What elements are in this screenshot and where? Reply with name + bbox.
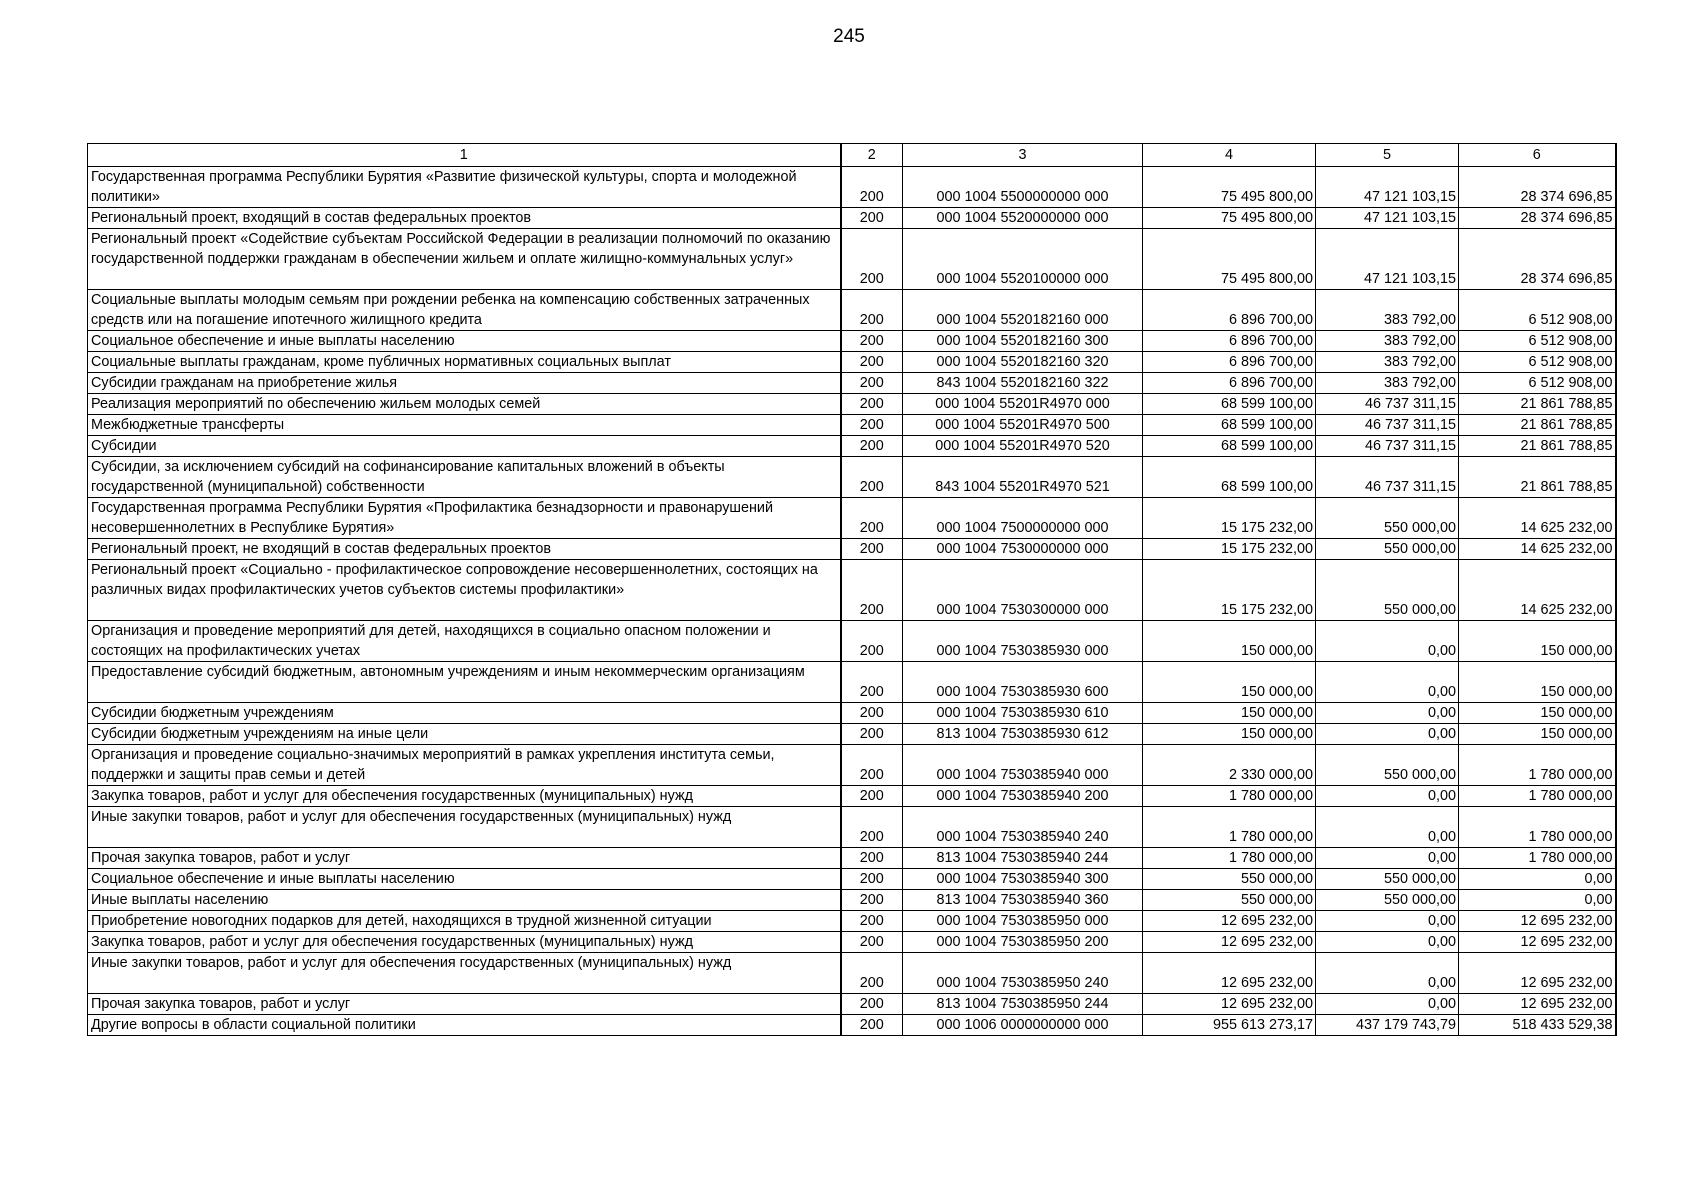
row-name-cell: Региональный проект, входящий в состав федеральных проектов xyxy=(88,208,841,229)
row-value-6-cell: 0,00 xyxy=(1459,869,1616,890)
row-kbk-cell: 000 1004 7530385940 300 xyxy=(903,869,1143,890)
row-code-cell: 200 xyxy=(841,208,903,229)
table-row xyxy=(88,932,1616,953)
row-value-4-cell: 150 000,00 xyxy=(1143,724,1316,745)
row-value-4-cell: 68 599 100,00 xyxy=(1143,415,1316,436)
row-value-4-cell: 15 175 232,00 xyxy=(1143,560,1316,621)
row-value-4-cell: 12 695 232,00 xyxy=(1143,953,1316,994)
row-name-cell: Субсидии xyxy=(88,436,841,457)
row-value-5-cell: 383 792,00 xyxy=(1316,331,1459,352)
table-row xyxy=(88,167,1616,208)
row-kbk-cell: 843 1004 55201R4970 521 xyxy=(903,457,1143,498)
row-code-cell: 200 xyxy=(841,890,903,911)
row-code-cell: 200 xyxy=(841,621,903,662)
row-value-4-cell: 12 695 232,00 xyxy=(1143,911,1316,932)
row-kbk-cell: 000 1004 5520000000 000 xyxy=(903,208,1143,229)
row-value-5-cell: 550 000,00 xyxy=(1316,890,1459,911)
row-value-5-cell: 0,00 xyxy=(1316,953,1459,994)
row-value-5-cell: 46 737 311,15 xyxy=(1316,436,1459,457)
row-name-cell: Социальные выплаты молодым семьям при рождении ребенка на компенсацию собственных затраченных средств или на погашение ипотечного жилищного кредита xyxy=(88,290,841,331)
row-value-6-cell: 0,00 xyxy=(1459,890,1616,911)
row-value-4-cell: 6 896 700,00 xyxy=(1143,331,1316,352)
row-value-6-cell: 21 861 788,85 xyxy=(1459,436,1616,457)
row-value-5-cell: 550 000,00 xyxy=(1316,869,1459,890)
row-value-6-cell: 1 780 000,00 xyxy=(1459,848,1616,869)
row-kbk-cell: 000 1004 5520182160 300 xyxy=(903,331,1143,352)
row-name-cell: Иные закупки товаров, работ и услуг для обеспечения государственных (муниципальных) нужд xyxy=(88,807,841,848)
table-row xyxy=(88,890,1616,911)
row-value-4-cell: 15 175 232,00 xyxy=(1143,498,1316,539)
table-row xyxy=(88,436,1616,457)
column-header: 2 xyxy=(841,144,903,167)
row-code-cell: 200 xyxy=(841,724,903,745)
row-value-6-cell: 12 695 232,00 xyxy=(1459,953,1616,994)
row-name-cell: Предоставление субсидий бюджетным, автономным учреждениям и иным некоммерческим организациям xyxy=(88,662,841,703)
row-value-4-cell: 12 695 232,00 xyxy=(1143,932,1316,953)
row-value-4-cell: 550 000,00 xyxy=(1143,869,1316,890)
row-value-4-cell: 150 000,00 xyxy=(1143,703,1316,724)
row-code-cell: 200 xyxy=(841,994,903,1015)
row-name-cell: Межбюджетные трансферты xyxy=(88,415,841,436)
row-value-5-cell: 0,00 xyxy=(1316,724,1459,745)
row-code-cell: 200 xyxy=(841,953,903,994)
row-value-4-cell: 6 896 700,00 xyxy=(1143,290,1316,331)
row-value-5-cell: 383 792,00 xyxy=(1316,290,1459,331)
row-kbk-cell: 000 1004 7530385950 200 xyxy=(903,932,1143,953)
row-value-5-cell: 46 737 311,15 xyxy=(1316,394,1459,415)
row-kbk-cell: 000 1004 7530300000 000 xyxy=(903,560,1143,621)
table-row xyxy=(88,703,1616,724)
row-value-4-cell: 6 896 700,00 xyxy=(1143,373,1316,394)
row-value-5-cell: 47 121 103,15 xyxy=(1316,167,1459,208)
row-value-4-cell: 150 000,00 xyxy=(1143,662,1316,703)
row-code-cell: 200 xyxy=(841,911,903,932)
row-value-6-cell: 1 780 000,00 xyxy=(1459,786,1616,807)
row-kbk-cell: 843 1004 5520182160 322 xyxy=(903,373,1143,394)
row-code-cell: 200 xyxy=(841,1015,903,1036)
row-value-6-cell: 14 625 232,00 xyxy=(1459,539,1616,560)
row-name-cell: Организация и проведение социально-значимых мероприятий в рамках укрепления института семьи, поддержки и защиты прав семьи и детей xyxy=(88,745,841,786)
row-kbk-cell: 000 1004 55201R4970 520 xyxy=(903,436,1143,457)
row-value-6-cell: 21 861 788,85 xyxy=(1459,457,1616,498)
table-row xyxy=(88,352,1616,373)
row-value-4-cell: 75 495 800,00 xyxy=(1143,229,1316,290)
row-code-cell: 200 xyxy=(841,373,903,394)
row-value-5-cell: 383 792,00 xyxy=(1316,352,1459,373)
row-kbk-cell: 000 1004 7530385940 200 xyxy=(903,786,1143,807)
row-code-cell: 200 xyxy=(841,498,903,539)
row-code-cell: 200 xyxy=(841,662,903,703)
row-kbk-cell: 000 1004 7530385950 240 xyxy=(903,953,1143,994)
row-name-cell: Закупка товаров, работ и услуг для обеспечения государственных (муниципальных) нужд xyxy=(88,786,841,807)
row-value-5-cell: 46 737 311,15 xyxy=(1316,457,1459,498)
row-code-cell: 200 xyxy=(841,932,903,953)
row-kbk-cell: 000 1004 5520182160 000 xyxy=(903,290,1143,331)
row-value-6-cell: 150 000,00 xyxy=(1459,662,1616,703)
row-value-5-cell: 0,00 xyxy=(1316,911,1459,932)
row-value-5-cell: 550 000,00 xyxy=(1316,745,1459,786)
row-kbk-cell: 000 1004 7530385930 600 xyxy=(903,662,1143,703)
table-row xyxy=(88,498,1616,539)
row-value-5-cell: 47 121 103,15 xyxy=(1316,208,1459,229)
row-code-cell: 200 xyxy=(841,436,903,457)
row-name-cell: Субсидии, за исключением субсидий на софинансирование капитальных вложений в объекты государственной (муниципальной) собственности xyxy=(88,457,841,498)
row-kbk-cell: 000 1004 55201R4970 000 xyxy=(903,394,1143,415)
column-header: 1 xyxy=(88,144,841,167)
row-code-cell: 200 xyxy=(841,352,903,373)
row-value-4-cell: 15 175 232,00 xyxy=(1143,539,1316,560)
row-code-cell: 200 xyxy=(841,703,903,724)
table-row xyxy=(88,786,1616,807)
row-value-6-cell: 21 861 788,85 xyxy=(1459,394,1616,415)
row-value-4-cell: 6 896 700,00 xyxy=(1143,352,1316,373)
row-name-cell: Социальное обеспечение и иные выплаты населению xyxy=(88,869,841,890)
row-value-4-cell: 150 000,00 xyxy=(1143,621,1316,662)
budget-table xyxy=(87,143,1617,1036)
row-value-4-cell: 68 599 100,00 xyxy=(1143,436,1316,457)
table-row xyxy=(88,394,1616,415)
table-row xyxy=(88,848,1616,869)
table-row xyxy=(88,662,1616,703)
row-value-6-cell: 28 374 696,85 xyxy=(1459,229,1616,290)
table-row xyxy=(88,621,1616,662)
row-value-5-cell: 46 737 311,15 xyxy=(1316,415,1459,436)
row-name-cell: Иные выплаты населению xyxy=(88,890,841,911)
row-code-cell: 200 xyxy=(841,786,903,807)
row-name-cell: Региональный проект «Социально - профилактическое сопровождение несовершеннолетних, состоящих на различных видах профилактических учетов субъектов системы профилактики» xyxy=(88,560,841,621)
row-kbk-cell: 813 1004 7530385940 244 xyxy=(903,848,1143,869)
row-code-cell: 200 xyxy=(841,331,903,352)
row-kbk-cell: 000 1004 5500000000 000 xyxy=(903,167,1143,208)
column-header: 3 xyxy=(903,144,1143,167)
row-value-6-cell: 21 861 788,85 xyxy=(1459,415,1616,436)
row-kbk-cell: 000 1004 7530385950 000 xyxy=(903,911,1143,932)
row-name-cell: Социальное обеспечение и иные выплаты населению xyxy=(88,331,841,352)
row-kbk-cell: 000 1004 7530000000 000 xyxy=(903,539,1143,560)
row-code-cell: 200 xyxy=(841,869,903,890)
row-name-cell: Закупка товаров, работ и услуг для обеспечения государственных (муниципальных) нужд xyxy=(88,932,841,953)
row-name-cell: Субсидии гражданам на приобретение жилья xyxy=(88,373,841,394)
row-value-5-cell: 550 000,00 xyxy=(1316,539,1459,560)
row-value-6-cell: 6 512 908,00 xyxy=(1459,352,1616,373)
row-value-6-cell: 6 512 908,00 xyxy=(1459,373,1616,394)
table-row xyxy=(88,1015,1616,1036)
row-kbk-cell: 813 1004 7530385930 612 xyxy=(903,724,1143,745)
row-value-5-cell: 0,00 xyxy=(1316,703,1459,724)
row-name-cell: Субсидии бюджетным учреждениям xyxy=(88,703,841,724)
row-name-cell: Региональный проект, не входящий в состав федеральных проектов xyxy=(88,539,841,560)
table-row xyxy=(88,807,1616,848)
table-row xyxy=(88,373,1616,394)
row-kbk-cell: 813 1004 7530385940 360 xyxy=(903,890,1143,911)
table-row xyxy=(88,911,1616,932)
table-row xyxy=(88,560,1616,621)
row-kbk-cell: 000 1004 7530385930 610 xyxy=(903,703,1143,724)
column-header: 5 xyxy=(1316,144,1459,167)
row-value-4-cell: 1 780 000,00 xyxy=(1143,807,1316,848)
row-name-cell: Прочая закупка товаров, работ и услуг xyxy=(88,994,841,1015)
row-value-6-cell: 28 374 696,85 xyxy=(1459,167,1616,208)
row-value-6-cell: 14 625 232,00 xyxy=(1459,498,1616,539)
row-value-6-cell: 6 512 908,00 xyxy=(1459,290,1616,331)
row-value-4-cell: 75 495 800,00 xyxy=(1143,167,1316,208)
row-value-5-cell: 550 000,00 xyxy=(1316,498,1459,539)
row-name-cell: Государственная программа Республики Бурятия «Профилактика безнадзорности и правонарушений несовершеннолетних в Республике Бурятия» xyxy=(88,498,841,539)
row-value-4-cell: 75 495 800,00 xyxy=(1143,208,1316,229)
row-value-6-cell: 6 512 908,00 xyxy=(1459,331,1616,352)
row-code-cell: 200 xyxy=(841,807,903,848)
row-value-5-cell: 0,00 xyxy=(1316,662,1459,703)
table-row xyxy=(88,724,1616,745)
row-code-cell: 200 xyxy=(841,394,903,415)
row-value-6-cell: 12 695 232,00 xyxy=(1459,932,1616,953)
row-code-cell: 200 xyxy=(841,560,903,621)
row-value-4-cell: 12 695 232,00 xyxy=(1143,994,1316,1015)
row-kbk-cell: 000 1004 7530385940 000 xyxy=(903,745,1143,786)
row-value-6-cell: 150 000,00 xyxy=(1459,703,1616,724)
table-row xyxy=(88,208,1616,229)
column-header: 4 xyxy=(1143,144,1316,167)
row-value-4-cell: 68 599 100,00 xyxy=(1143,457,1316,498)
row-name-cell: Социальные выплаты гражданам, кроме публичных нормативных социальных выплат xyxy=(88,352,841,373)
row-value-5-cell: 437 179 743,79 xyxy=(1316,1015,1459,1036)
table-header-row xyxy=(88,144,1616,167)
row-value-4-cell: 1 780 000,00 xyxy=(1143,848,1316,869)
row-name-cell: Прочая закупка товаров, работ и услуг xyxy=(88,848,841,869)
row-value-5-cell: 0,00 xyxy=(1316,786,1459,807)
table-row xyxy=(88,415,1616,436)
row-code-cell: 200 xyxy=(841,229,903,290)
table-row xyxy=(88,869,1616,890)
row-kbk-cell: 000 1004 7530385940 240 xyxy=(903,807,1143,848)
row-value-6-cell: 14 625 232,00 xyxy=(1459,560,1616,621)
row-kbk-cell: 813 1004 7530385950 244 xyxy=(903,994,1143,1015)
row-value-4-cell: 68 599 100,00 xyxy=(1143,394,1316,415)
row-value-6-cell: 28 374 696,85 xyxy=(1459,208,1616,229)
row-value-6-cell: 150 000,00 xyxy=(1459,724,1616,745)
row-value-4-cell: 550 000,00 xyxy=(1143,890,1316,911)
page-number: 245 xyxy=(833,26,865,47)
row-value-6-cell: 150 000,00 xyxy=(1459,621,1616,662)
column-header: 6 xyxy=(1459,144,1616,167)
table-row xyxy=(88,994,1616,1015)
row-value-4-cell: 955 613 273,17 xyxy=(1143,1015,1316,1036)
row-name-cell: Приобретение новогодних подарков для детей, находящихся в трудной жизненной ситуации xyxy=(88,911,841,932)
row-value-5-cell: 0,00 xyxy=(1316,994,1459,1015)
row-kbk-cell: 000 1004 7500000000 000 xyxy=(903,498,1143,539)
row-code-cell: 200 xyxy=(841,457,903,498)
row-kbk-cell: 000 1004 5520100000 000 xyxy=(903,229,1143,290)
table-row xyxy=(88,953,1616,994)
row-kbk-cell: 000 1004 5520182160 320 xyxy=(903,352,1143,373)
row-value-5-cell: 0,00 xyxy=(1316,848,1459,869)
row-value-6-cell: 1 780 000,00 xyxy=(1459,745,1616,786)
row-value-5-cell: 383 792,00 xyxy=(1316,373,1459,394)
row-value-5-cell: 47 121 103,15 xyxy=(1316,229,1459,290)
row-name-cell: Организация и проведение мероприятий для детей, находящихся в социально опасном положении и состоящих на профилактических учетах xyxy=(88,621,841,662)
row-value-5-cell: 0,00 xyxy=(1316,932,1459,953)
row-name-cell: Другие вопросы в области социальной политики xyxy=(88,1015,841,1036)
row-code-cell: 200 xyxy=(841,415,903,436)
row-name-cell: Государственная программа Республики Бурятия «Развитие физической культуры, спорта и молодежной политики» xyxy=(88,167,841,208)
row-code-cell: 200 xyxy=(841,539,903,560)
row-value-6-cell: 12 695 232,00 xyxy=(1459,994,1616,1015)
table-row xyxy=(88,745,1616,786)
row-code-cell: 200 xyxy=(841,745,903,786)
table-body xyxy=(88,167,1616,1036)
table-row xyxy=(88,331,1616,352)
row-kbk-cell: 000 1004 7530385930 000 xyxy=(903,621,1143,662)
table-row xyxy=(88,290,1616,331)
row-value-5-cell: 0,00 xyxy=(1316,807,1459,848)
row-kbk-cell: 000 1006 0000000000 000 xyxy=(903,1015,1143,1036)
row-value-6-cell: 1 780 000,00 xyxy=(1459,807,1616,848)
row-name-cell: Субсидии бюджетным учреждениям на иные цели xyxy=(88,724,841,745)
row-value-4-cell: 1 780 000,00 xyxy=(1143,786,1316,807)
row-value-5-cell: 0,00 xyxy=(1316,621,1459,662)
row-value-6-cell: 518 433 529,38 xyxy=(1459,1015,1616,1036)
row-code-cell: 200 xyxy=(841,290,903,331)
row-kbk-cell: 000 1004 55201R4970 500 xyxy=(903,415,1143,436)
table-row xyxy=(88,229,1616,290)
row-value-6-cell: 12 695 232,00 xyxy=(1459,911,1616,932)
table-row xyxy=(88,457,1616,498)
row-name-cell: Иные закупки товаров, работ и услуг для обеспечения государственных (муниципальных) нужд xyxy=(88,953,841,994)
row-code-cell: 200 xyxy=(841,167,903,208)
table-row xyxy=(88,539,1616,560)
row-name-cell: Региональный проект «Содействие субъектам Российской Федерации в реализации полномочий по оказанию государственной поддержки гражданам в обеспечении жильем и оплате жилищно-коммунальных услуг» xyxy=(88,229,841,290)
row-value-4-cell: 2 330 000,00 xyxy=(1143,745,1316,786)
row-value-5-cell: 550 000,00 xyxy=(1316,560,1459,621)
row-code-cell: 200 xyxy=(841,848,903,869)
row-name-cell: Реализация мероприятий по обеспечению жильем молодых семей xyxy=(88,394,841,415)
